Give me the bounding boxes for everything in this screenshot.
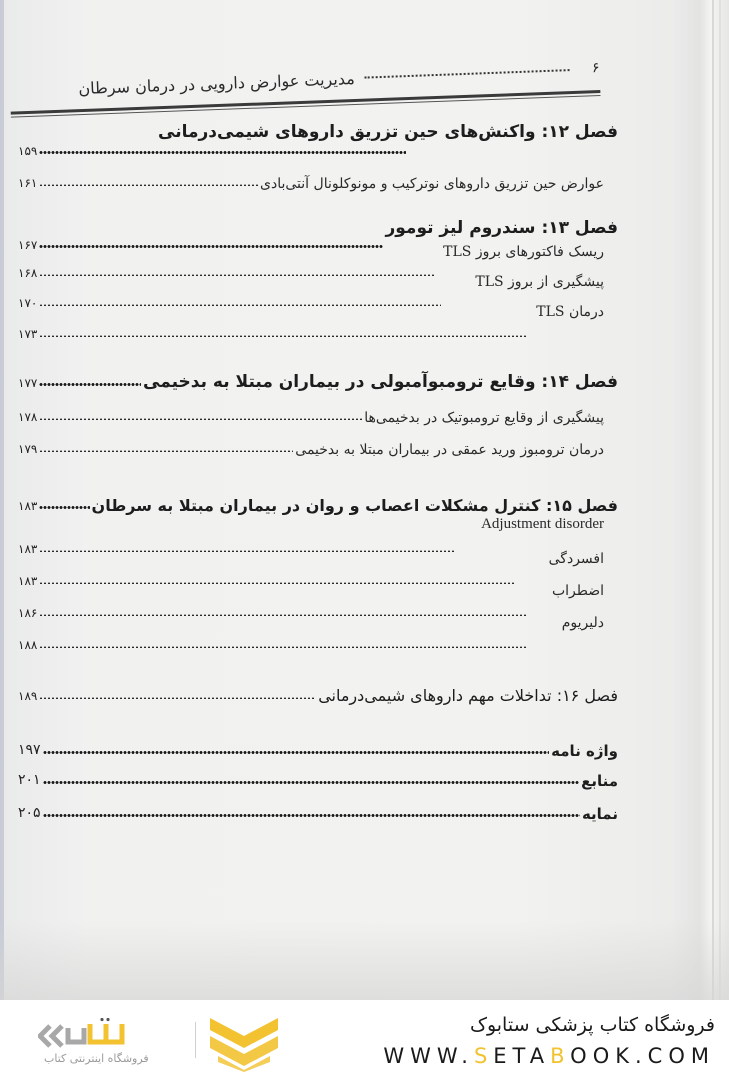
toc-section[interactable]: [18, 428, 618, 458]
page-ref: ۱۸۶: [18, 606, 38, 620]
toc-chapter-14[interactable]: [18, 362, 618, 392]
toc-row: [18, 624, 528, 654]
page-ref: ۱۸۳: [18, 574, 38, 588]
toc-row: [18, 592, 528, 622]
dot-leader: [39, 550, 456, 552]
dot-leader: [39, 335, 526, 337]
dot-leader: [39, 151, 406, 154]
section-title: درمان ترومبوز ورید عمقی در بیماران مبتلا به بدخیمی: [295, 442, 604, 458]
page-ref: ۱۶۱: [18, 176, 38, 190]
setabook-wordmark-icon[interactable]: [38, 1018, 126, 1054]
back-matter-title: واژه نامه: [551, 742, 618, 760]
chapter-title: فصل ۱۴: وقایع ترومبوآمبولی در بیماران مبتلا به بدخیمی: [143, 372, 618, 392]
page-ref: ۱۷۷: [18, 376, 38, 390]
dot-leader: [39, 184, 258, 186]
page-ref: ۱۶۷: [18, 238, 38, 252]
url-part: OOK.COM: [570, 1044, 715, 1068]
page-ref: ۱۵۹: [18, 144, 38, 158]
page-edge: [719, 0, 721, 1000]
dot-leader: [39, 418, 362, 420]
page-edge: [712, 0, 714, 1000]
header-rule: [11, 95, 601, 118]
page-ref: ۱۹۷: [18, 742, 41, 758]
dot-leader: [39, 614, 526, 616]
section-title: درمان TLS: [536, 304, 604, 320]
toc-section[interactable]: [18, 396, 618, 426]
page-ref: ۱۷۰: [18, 296, 38, 310]
dot-leader: [39, 304, 441, 306]
dot-leader: [43, 781, 580, 784]
toc-row: [18, 282, 443, 312]
toc-back-glossary[interactable]: [18, 730, 618, 760]
store-name: فروشگاه کتاب پزشکی ستابوک: [469, 1014, 715, 1036]
url-part: ETA: [493, 1044, 551, 1068]
running-header: [10, 60, 601, 126]
dot-leader: [39, 274, 436, 276]
header-leader: [365, 69, 570, 79]
page-ref: ۱۸۸: [18, 638, 38, 652]
dot-leader: [43, 814, 580, 817]
section-title: دلیریوم: [561, 615, 604, 631]
dot-leader: [39, 506, 89, 509]
toc-section[interactable]: [18, 162, 618, 192]
section-title: اضطراب: [551, 583, 604, 599]
page-ref: ۱۷۳: [18, 327, 38, 341]
section-title: پیشگیری از وقایع ترومبوتیک در بدخیمی‌ها: [364, 410, 604, 426]
url-highlight: S: [473, 1044, 494, 1068]
toc-chapter-16[interactable]: [18, 675, 618, 705]
page-number: ۶: [591, 60, 600, 77]
dot-leader: [39, 646, 526, 648]
toc-chapter-15[interactable]: [18, 485, 618, 515]
section-title: عوارض حین تزریق داروهای نوترکیب و مونوکلونال آنتی‌بادی: [260, 176, 604, 192]
page-ref: ۱۷۹: [18, 442, 38, 456]
dot-leader: [39, 697, 316, 699]
store-url[interactable]: [383, 1044, 715, 1068]
page-ref: ۱۶۸: [18, 266, 38, 280]
chapter-title: فصل ۱۳: سندروم لیز تومور: [385, 218, 618, 238]
toc-row: [18, 130, 408, 160]
toc-back-references[interactable]: [18, 760, 618, 790]
dot-leader: [43, 751, 550, 754]
toc-row: [18, 528, 458, 558]
page-ref: ۲۰۱: [18, 772, 41, 788]
url-highlight: B: [550, 1044, 571, 1068]
store-banner: [0, 1000, 729, 1080]
dot-leader: [39, 383, 141, 386]
toc-back-index[interactable]: [18, 793, 618, 823]
chapter-title: فصل ۱۵: کنترل مشکلات اعصاب و روان در بیماران مبتلا به سرطان: [91, 496, 618, 515]
toc-row: [18, 252, 438, 282]
section-title: ریسک فاکتورهای بروز TLS: [443, 244, 604, 260]
page-ref: ۱۸۳: [18, 542, 38, 556]
section-title: Adjustment disorder: [481, 516, 604, 532]
chevron-logo-icon: [210, 1016, 278, 1072]
page-binding-shadow: [0, 0, 4, 1000]
dot-leader: [39, 245, 383, 248]
dot-leader: [39, 450, 293, 452]
page-ref: ۱۷۸: [18, 410, 38, 424]
section-title: پیشگیری از بروز TLS: [475, 274, 604, 290]
back-matter-title: منابع: [581, 772, 618, 790]
url-part: WWW.: [383, 1044, 474, 1068]
dot-leader: [39, 582, 516, 584]
book-title: مدیریت عوارض دارویی در درمان سرطان: [78, 68, 356, 99]
toc-row: [18, 313, 528, 343]
divider: [195, 1022, 196, 1058]
page-ref: ۲۰۵: [18, 805, 41, 821]
page-ref: ۱۸۳: [18, 499, 38, 513]
brand-subtitle: فروشگاه اینترنتی کتاب: [44, 1052, 149, 1065]
back-matter-title: نمایه: [581, 805, 618, 823]
toc-row: [18, 560, 518, 590]
chapter-title: فصل ۱۶: تداخلات مهم داروهای شیمی‌درمانی: [318, 686, 618, 705]
section-title: افسردگی: [548, 551, 604, 567]
chapter-title: فصل ۱۲: واکنش‌های حین تزریق داروهای شیمی‌درمانی: [158, 122, 618, 142]
page-ref: ۱۸۹: [18, 689, 38, 703]
